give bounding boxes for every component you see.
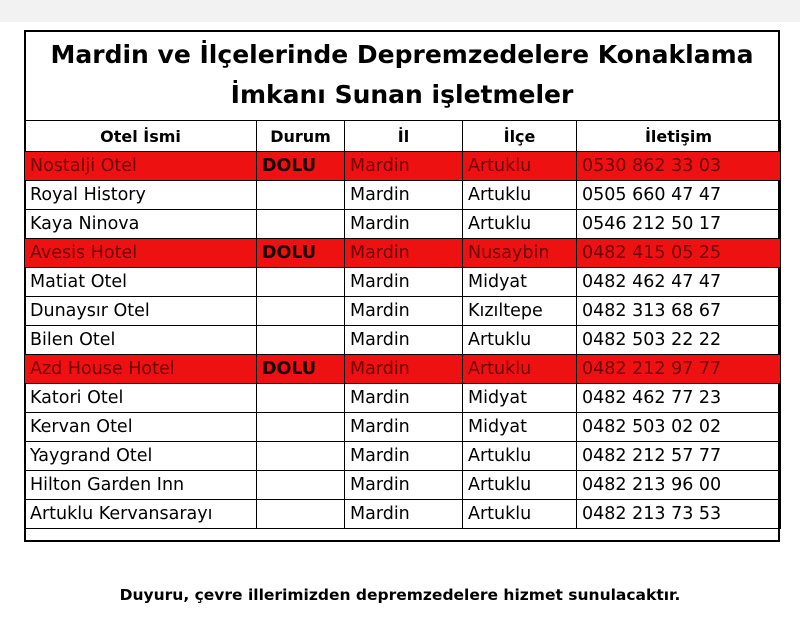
status-cell <box>257 384 345 413</box>
column-header-district: İlçe <box>463 121 577 152</box>
status-cell: DOLU <box>257 152 345 181</box>
table-row <box>25 297 781 326</box>
phone-cell: 0482 212 57 77 <box>577 442 781 471</box>
hotel-name-cell: Nostalji Otel <box>25 152 257 181</box>
province-cell: Mardin <box>345 268 463 297</box>
hotel-name-cell: Bilen Otel <box>25 326 257 355</box>
hotel-name-cell: Royal History <box>25 181 257 210</box>
district-cell: Midyat <box>463 384 577 413</box>
district-cell: Midyat <box>463 413 577 442</box>
table-row <box>25 152 781 181</box>
phone-cell: 0482 212 97 77 <box>577 355 781 384</box>
phone-cell: 0482 503 02 02 <box>577 413 781 442</box>
province-cell: Mardin <box>345 500 463 529</box>
province-cell: Mardin <box>345 210 463 239</box>
table-row <box>25 326 781 355</box>
status-cell <box>257 500 345 529</box>
status-cell <box>257 297 345 326</box>
status-cell: DOLU <box>257 355 345 384</box>
table-row <box>25 181 781 210</box>
hotel-name-cell: Hilton Garden Inn <box>25 471 257 500</box>
table-row <box>25 239 781 268</box>
column-header-contact: İletişim <box>577 121 781 152</box>
phone-cell: 0482 415 05 25 <box>577 239 781 268</box>
table-row <box>25 442 781 471</box>
province-cell: Mardin <box>345 413 463 442</box>
phone-cell: 0482 462 77 23 <box>577 384 781 413</box>
table-row <box>25 471 781 500</box>
district-cell: Midyat <box>463 268 577 297</box>
province-cell: Mardin <box>345 384 463 413</box>
district-cell: Artuklu <box>463 500 577 529</box>
hotel-table <box>24 120 781 529</box>
district-cell: Artuklu <box>463 355 577 384</box>
status-cell <box>257 181 345 210</box>
page-title: Mardin ve İlçelerinde Depremzedelere Konaklama İmkanı Sunan işletmeler <box>50 40 754 109</box>
hotel-name-cell: Yaygrand Otel <box>25 442 257 471</box>
province-cell: Mardin <box>345 239 463 268</box>
hotel-name-cell: Dunaysır Otel <box>25 297 257 326</box>
status-cell <box>257 268 345 297</box>
status-cell <box>257 442 345 471</box>
column-header-province: İl <box>345 121 463 152</box>
header-row <box>25 121 781 152</box>
table-row <box>25 268 781 297</box>
hotel-name-cell: Azd House Hotel <box>25 355 257 384</box>
hotel-name-cell: Matiat Otel <box>25 268 257 297</box>
province-cell: Mardin <box>345 297 463 326</box>
district-cell: Artuklu <box>463 152 577 181</box>
province-cell: Mardin <box>345 442 463 471</box>
column-header-status: Durum <box>257 121 345 152</box>
phone-cell: 0482 462 47 47 <box>577 268 781 297</box>
phone-cell: 0505 660 47 47 <box>577 181 781 210</box>
district-cell: Artuklu <box>463 471 577 500</box>
hotel-name-cell: Artuklu Kervansarayı <box>25 500 257 529</box>
status-cell <box>257 413 345 442</box>
phone-cell: 0530 862 33 03 <box>577 152 781 181</box>
status-cell <box>257 326 345 355</box>
status-cell <box>257 210 345 239</box>
province-cell: Mardin <box>345 471 463 500</box>
district-cell: Kızıltepe <box>463 297 577 326</box>
district-cell: Artuklu <box>463 326 577 355</box>
province-cell: Mardin <box>345 181 463 210</box>
phone-cell: 0546 212 50 17 <box>577 210 781 239</box>
column-header-hotel-name: Otel İsmi <box>25 121 257 152</box>
table-row <box>25 384 781 413</box>
hotel-name-cell: Kaya Ninova <box>25 210 257 239</box>
province-cell: Mardin <box>345 355 463 384</box>
phone-cell: 0482 213 73 53 <box>577 500 781 529</box>
province-cell: Mardin <box>345 152 463 181</box>
phone-cell: 0482 313 68 67 <box>577 297 781 326</box>
province-cell: Mardin <box>345 326 463 355</box>
table-row <box>25 500 781 529</box>
table-row <box>25 210 781 239</box>
phone-cell: 0482 503 22 22 <box>577 326 781 355</box>
announcement-text: Duyuru, çevre illerimizden depremzedelere hizmet sunulacaktır. <box>119 586 681 604</box>
table-row <box>25 413 781 442</box>
table-row <box>25 355 781 384</box>
top-band <box>0 0 800 22</box>
district-cell: Artuklu <box>463 210 577 239</box>
hotel-name-cell: Katori Otel <box>25 384 257 413</box>
phone-cell: 0482 213 96 00 <box>577 471 781 500</box>
hotel-name-cell: Kervan Otel <box>25 413 257 442</box>
status-cell <box>257 471 345 500</box>
district-cell: Artuklu <box>463 442 577 471</box>
district-cell: Nusaybin <box>463 239 577 268</box>
status-cell: DOLU <box>257 239 345 268</box>
district-cell: Artuklu <box>463 181 577 210</box>
hotel-name-cell: Avesis Hotel <box>25 239 257 268</box>
